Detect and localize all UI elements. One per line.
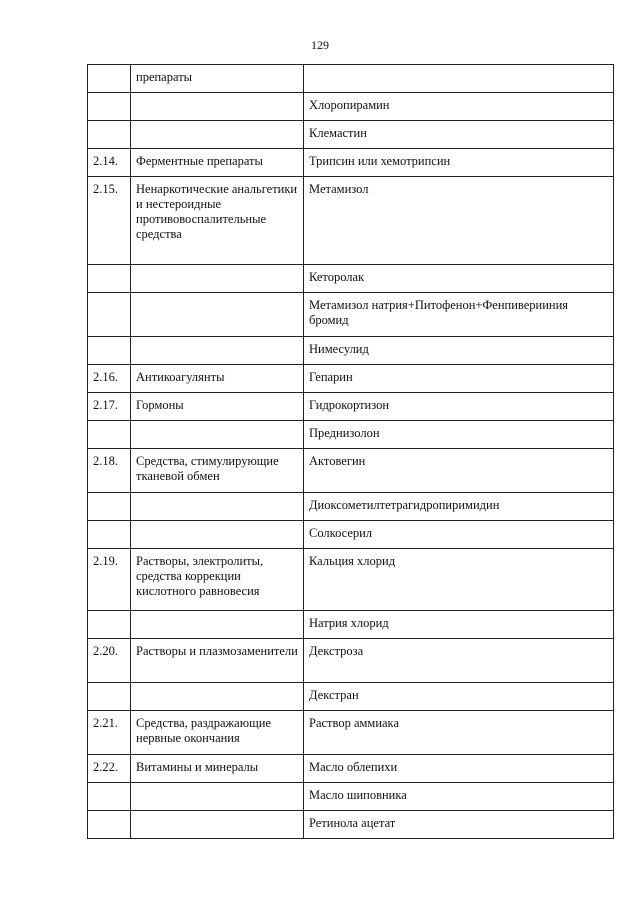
table-row bbox=[88, 493, 614, 521]
drug-group-cell bbox=[131, 265, 304, 293]
drug-name-cell: Преднизолон bbox=[304, 421, 614, 449]
row-number-cell bbox=[88, 121, 131, 149]
row-number-cell bbox=[88, 611, 131, 639]
row-number-cell bbox=[88, 93, 131, 121]
table-row bbox=[88, 521, 614, 549]
table-row bbox=[88, 149, 614, 177]
row-number-cell bbox=[88, 493, 131, 521]
table-row bbox=[88, 811, 614, 839]
row-number-cell: 2.22. bbox=[88, 755, 131, 783]
drug-name-cell: Кеторолак bbox=[304, 265, 614, 293]
table-row bbox=[88, 293, 614, 337]
row-number-cell bbox=[88, 683, 131, 711]
row-number-cell: 2.14. bbox=[88, 149, 131, 177]
table-row bbox=[88, 755, 614, 783]
drug-name-cell: Метамизол натрия+Питофенон+Фенпиверииния бромид bbox=[304, 293, 614, 337]
drug-table-body bbox=[88, 65, 614, 839]
drug-group-cell bbox=[131, 337, 304, 365]
table-row bbox=[88, 611, 614, 639]
table-row bbox=[88, 121, 614, 149]
drug-name-cell: Масло шиповника bbox=[304, 783, 614, 811]
drug-name-cell: Диоксометилтетрагидропиримидин bbox=[304, 493, 614, 521]
drug-group-cell bbox=[131, 421, 304, 449]
row-number-cell bbox=[88, 783, 131, 811]
drug-group-cell: Средства, раздражающие нервные окончания bbox=[131, 711, 304, 755]
row-number-cell: 2.17. bbox=[88, 393, 131, 421]
drug-name-cell: Декстроза bbox=[304, 639, 614, 683]
drug-name-cell: Кальция хлорид bbox=[304, 549, 614, 611]
drug-group-cell bbox=[131, 683, 304, 711]
drug-name-cell: Масло облепихи bbox=[304, 755, 614, 783]
row-number-cell bbox=[88, 521, 131, 549]
table-row bbox=[88, 711, 614, 755]
drug-group-cell bbox=[131, 521, 304, 549]
drug-group-cell: Средства, стимулирующие тканевой обмен bbox=[131, 449, 304, 493]
drug-name-cell: Декстран bbox=[304, 683, 614, 711]
drug-name-cell: Ретинола ацетат bbox=[304, 811, 614, 839]
drug-name-cell: Хлоропирамин bbox=[304, 93, 614, 121]
drug-group-cell: Гормоны bbox=[131, 393, 304, 421]
row-number-cell: 2.18. bbox=[88, 449, 131, 493]
drug-group-cell bbox=[131, 611, 304, 639]
row-number-cell bbox=[88, 421, 131, 449]
drug-group-cell: Растворы, электролиты, средства коррекции кислотного равновесия bbox=[131, 549, 304, 611]
drug-name-cell: Клемастин bbox=[304, 121, 614, 149]
drug-group-cell bbox=[131, 811, 304, 839]
drug-group-cell: Растворы и плазмозаменители bbox=[131, 639, 304, 683]
table-row bbox=[88, 783, 614, 811]
row-number-cell: 2.15. bbox=[88, 177, 131, 265]
row-number-cell: 2.20. bbox=[88, 639, 131, 683]
drug-group-cell bbox=[131, 493, 304, 521]
row-number-cell bbox=[88, 811, 131, 839]
drug-name-cell: Нимесулид bbox=[304, 337, 614, 365]
drug-group-cell: Ферментные препараты bbox=[131, 149, 304, 177]
table-row bbox=[88, 683, 614, 711]
drug-group-cell bbox=[131, 293, 304, 337]
row-number-cell bbox=[88, 65, 131, 93]
drug-name-cell: Солкосерил bbox=[304, 521, 614, 549]
drug-group-cell bbox=[131, 783, 304, 811]
table-row bbox=[88, 365, 614, 393]
drug-name-cell bbox=[304, 65, 614, 93]
row-number-cell bbox=[88, 293, 131, 337]
table-row bbox=[88, 65, 614, 93]
row-number-cell: 2.19. bbox=[88, 549, 131, 611]
drug-name-cell: Метамизол bbox=[304, 177, 614, 265]
drug-name-cell: Раствор аммиака bbox=[304, 711, 614, 755]
drug-group-cell bbox=[131, 121, 304, 149]
page-number: 129 bbox=[311, 38, 329, 52]
table-row bbox=[88, 549, 614, 611]
drug-group-cell: Витамины и минералы bbox=[131, 755, 304, 783]
table-row bbox=[88, 265, 614, 293]
table-row bbox=[88, 177, 614, 265]
drug-name-cell: Гепарин bbox=[304, 365, 614, 393]
table-row bbox=[88, 337, 614, 365]
row-number-cell: 2.16. bbox=[88, 365, 131, 393]
drug-group-cell: Ненаркотические анальгетики и нестероидные противовоспалительные средства bbox=[131, 177, 304, 265]
table-row bbox=[88, 639, 614, 683]
drug-name-cell: Натрия хлорид bbox=[304, 611, 614, 639]
row-number-cell: 2.21. bbox=[88, 711, 131, 755]
drug-name-cell: Трипсин или хемотрипсин bbox=[304, 149, 614, 177]
drug-name-cell: Актовегин bbox=[304, 449, 614, 493]
drug-group-cell: Антикоагулянты bbox=[131, 365, 304, 393]
row-number-cell bbox=[88, 337, 131, 365]
table-row bbox=[88, 421, 614, 449]
row-number-cell bbox=[88, 265, 131, 293]
table-row bbox=[88, 449, 614, 493]
table-row bbox=[88, 93, 614, 121]
drug-group-cell bbox=[131, 93, 304, 121]
drug-group-cell: препараты bbox=[131, 65, 304, 93]
drug-name-cell: Гидрокортизон bbox=[304, 393, 614, 421]
drug-table bbox=[87, 64, 614, 839]
table-row bbox=[88, 393, 614, 421]
